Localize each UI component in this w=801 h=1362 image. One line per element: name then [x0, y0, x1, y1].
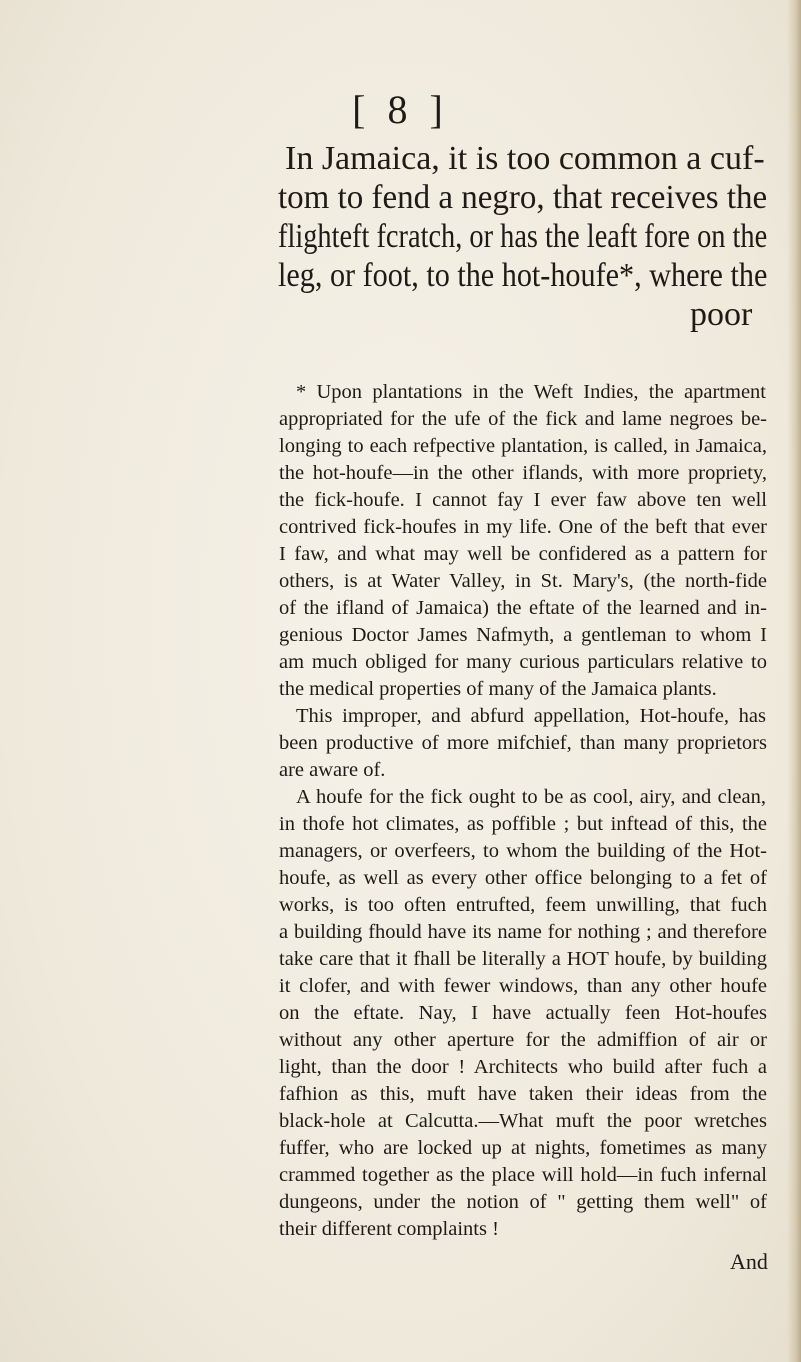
page-edge-shadow: [787, 0, 801, 1362]
footnote-line: dungeons, under the notion of " getting them well" of: [279, 1191, 767, 1213]
footnote-line: appropriated for the ufe of the fick and lame negroes be-: [279, 408, 767, 430]
footnote-line: black-hole at Calcutta.—What muft the poor wretches: [279, 1110, 767, 1132]
footnote-line: A houfe for the fick ought to be as cool, airy, and clean,: [296, 786, 766, 808]
footnote-line: the medical properties of many of the Jamaica plants.: [279, 678, 717, 700]
footnote-line: houfe, as well as every other office belonging to a fet of: [279, 867, 767, 889]
footnote-line: the fick-houfe. I cannot fay I ever faw above ten well: [279, 489, 767, 511]
footnote-line: on the eftate. Nay, I have actually feen Hot-houfes: [279, 1002, 767, 1024]
footnote-line: genious Doctor James Nafmyth, a gentleman to whom I: [279, 624, 767, 646]
footnote-line: * Upon plantations in the Weft Indies, the apartment: [296, 381, 766, 403]
footnote-line: others, is at Water Valley, in St. Mary's, (the north-fide: [279, 570, 767, 592]
footnote-line: of the ifland of Jamaica) the eftate of the learned and in-: [279, 597, 767, 619]
footnote-line: crammed together as the place will hold—in fuch infernal: [279, 1164, 767, 1186]
footnote-line: This improper, and abfurd appellation, Hot-houfe, has: [296, 705, 766, 727]
footnote-line: longing to each refpective plantation, is called, in Jamaica,: [279, 435, 767, 457]
footnote-catchword: And: [730, 1249, 768, 1274]
footnote-line: it clofer, and with fewer windows, than any other houfe: [279, 975, 767, 997]
footnote-line: managers, or overfeers, to whom the building of the Hot-: [279, 840, 767, 862]
main-text-line: tom to fend a negro, that receives the: [278, 179, 768, 216]
main-catchword: poor: [690, 296, 753, 333]
footnote-line: a building fhould have its name for nothing ; and therefore: [279, 921, 767, 943]
footnote-line: in thofe hot climates, as poffible ; but inftead of this, the: [279, 813, 767, 835]
footnote-line: are aware of.: [279, 759, 386, 781]
main-text-line: In Jamaica, it is too common a cuf-: [285, 140, 765, 177]
footnote-line: fuffer, who are locked up at nights, fometimes as many: [279, 1137, 767, 1159]
footnote-line: their different complaints !: [279, 1218, 499, 1240]
footnote-line: the hot-houfe—in the other iflands, with more propriety,: [279, 462, 767, 484]
main-text-line: flighteft fcratch, or has the leaft fore on the: [278, 218, 768, 255]
footnote-line: I faw, and what may well be confidered as a pattern for: [279, 543, 767, 565]
footnote-line: been productive of more mifchief, than many proprietors: [279, 732, 767, 754]
footnote-line: works, is too often entrufted, feem unwilling, that fuch: [279, 894, 767, 916]
footnote-line: take care that it fhall be literally a HOT houfe, by building: [279, 948, 767, 970]
footnote-line: fafhion as this, muft have taken their ideas from the: [279, 1083, 767, 1105]
footnote-line: contrived fick-houfes in my life. One of the beft that ever: [279, 516, 767, 538]
footnote-line: light, than the door ! Architects who build after fuch a: [279, 1056, 767, 1078]
footnote-line: without any other aperture for the admiffion of air or: [279, 1029, 767, 1051]
footnote-line: am much obliged for many curious particulars relative to: [279, 651, 767, 673]
main-text-line: leg, or foot, to the hot-houfe*, where the: [278, 257, 768, 294]
page-number: [ 8 ]: [352, 87, 449, 132]
